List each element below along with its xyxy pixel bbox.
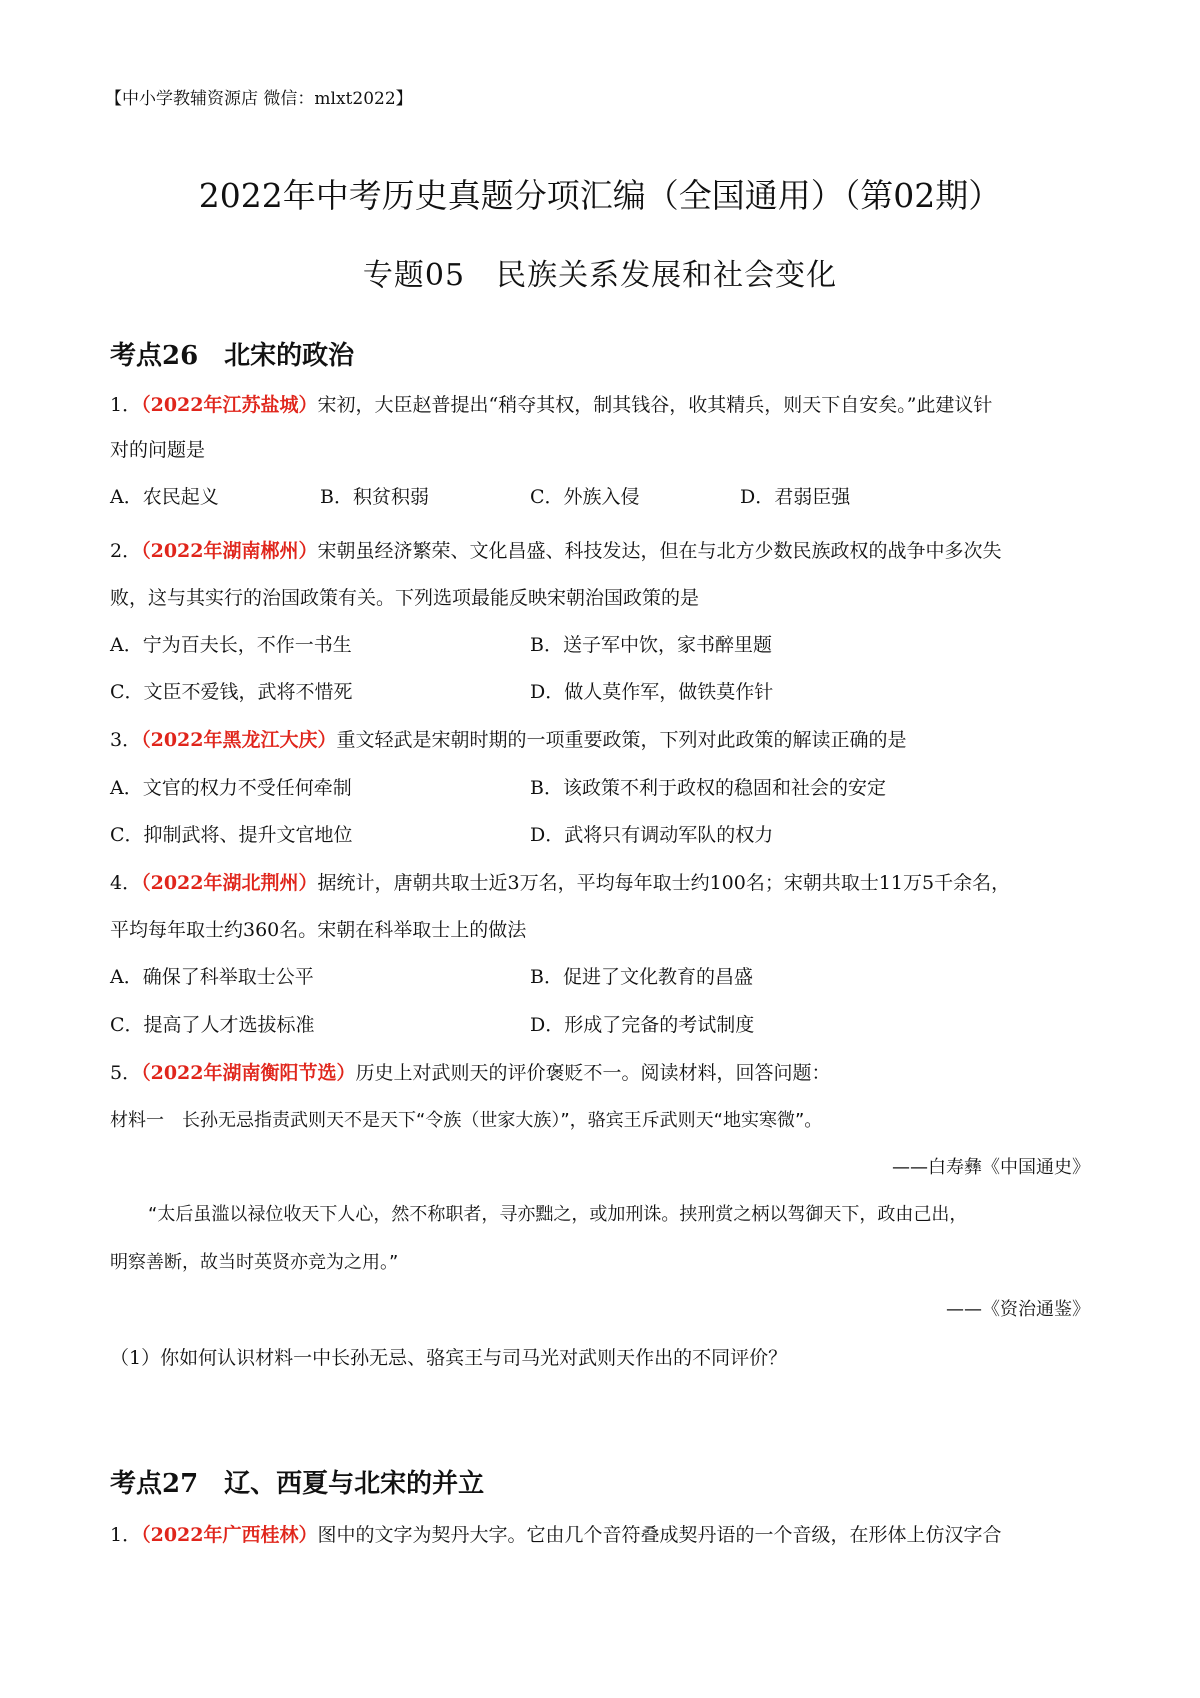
question-text: 据统计，唐朝共取士近3万名，平均每年取士约100名；宋朝共取士11万5千余名，	[317, 872, 1011, 894]
q2-option-d: D．做人莫作军，做铁莫作针	[530, 681, 774, 703]
question-number: 5．	[110, 1062, 142, 1084]
section-title-26: 考点26 北宋的政治	[110, 341, 355, 371]
q4-option-c: C．提高了人才选拔标准	[110, 1014, 315, 1036]
question-1-stem-cont: 对的问题是	[110, 439, 206, 461]
q4-option-d: D．形成了完备的考试制度	[530, 1014, 755, 1036]
question-source: （2022年江苏盐城）	[141, 394, 318, 416]
question-source: （2022年广西桂林）	[141, 1524, 318, 1546]
q2-option-a: A．宁为百夫长，不作一书生	[110, 634, 352, 656]
q2-option-b: B．送子军中饮，家书醉里题	[530, 634, 772, 656]
question-text: 重文轻武是宋朝时期的一项重要政策，下列对此政策的解读正确的是	[336, 729, 907, 751]
q2-option-c: C．文臣不爱钱，武将不惜死	[110, 681, 353, 703]
q4-option-a: A．确保了科举取士公平	[110, 966, 314, 988]
question-text: 历史上对武则天的评价褒贬不一。阅读材料，回答问题：	[355, 1062, 831, 1084]
header-note: 【中小学教辅资源店 微信：mlxt2022】	[105, 89, 413, 109]
material-1: 材料一 长孙无忌指责武则天不是天下“令族（世家大族）”，骆宾王斥武则天“地实寒微”。	[110, 1110, 823, 1131]
question-source: （2022年黑龙江大庆）	[141, 729, 337, 751]
q1-option-a: A．农民起义	[110, 486, 219, 508]
q4-option-b: B．促进了文化教育的昌盛	[530, 966, 753, 988]
section-title-27: 考点27 辽、西夏与北宋的并立	[110, 1469, 485, 1499]
q1-option-d: D．君弱臣强	[740, 486, 851, 508]
section2-question-1-stem	[110, 1520, 1002, 1547]
q1-option-c: C．外族入侵	[530, 486, 640, 508]
material-2-source: ——《资治通鉴》	[946, 1299, 1090, 1320]
q3-option-b: B．该政策不利于政权的稳固和社会的安定	[530, 777, 886, 799]
question-2-stem-cont: 败，这与其实行的治国政策有关。下列选项最能反映宋朝治国政策的是	[110, 587, 700, 609]
question-number: 3．	[110, 729, 142, 751]
question-5-stem	[110, 1058, 831, 1085]
q3-option-d: D．武将只有调动军队的权力	[530, 824, 774, 846]
question-text: 宋初，大臣赵普提出“稍夺其权，制其钱谷，收其精兵，则天下自安矣。”此建议针	[317, 394, 993, 416]
question-number: 1．	[110, 394, 142, 416]
material-1-source: ——白寿彝《中国通史》	[892, 1157, 1090, 1178]
question-5-subquestion-1: （1）你如何认识材料一中长孙无忌、骆宾王与司马光对武则天作出的不同评价？	[110, 1347, 788, 1369]
question-text: 宋朝虽经济繁荣、文化昌盛、科技发达，但在与北方少数民族政权的战争中多次失	[317, 540, 1002, 562]
page-title: 2022年中考历史真题分项汇编（全国通用）（第02期）	[198, 176, 1002, 215]
question-source: （2022年湖北荆州）	[141, 872, 318, 894]
q3-option-a: A．文官的权力不受任何牵制	[110, 777, 352, 799]
q3-option-c: C．抑制武将、提升文官地位	[110, 824, 353, 846]
page-subtitle: 专题05 民族关系发展和社会变化	[362, 258, 838, 293]
question-text: 图中的文字为契丹大字。它由几个音符叠成契丹语的一个音级，在形体上仿汉字合	[317, 1524, 1002, 1546]
q1-option-b: B．积贫积弱	[320, 486, 429, 508]
material-2-text: “太后虽滥以禄位收天下人心，然不称职者，寻亦黜之，或加刑诛。挟刑赏之柄以驾御天下，政由己出，	[148, 1204, 968, 1225]
question-source: （2022年湖南衡阳节选）	[141, 1062, 356, 1084]
question-4-stem	[110, 868, 1010, 895]
question-3-stem	[110, 725, 907, 752]
question-4-stem-cont: 平均每年取士约360名。宋朝在科举取士上的做法	[110, 919, 527, 941]
question-number: 2．	[110, 540, 142, 562]
question-number: 4．	[110, 872, 142, 894]
question-1-stem	[110, 390, 992, 417]
material-2-text-cont: 明察善断，故当时英贤亦竞为之用。”	[110, 1252, 399, 1273]
question-source: （2022年湖南郴州）	[141, 540, 318, 562]
question-number: 1．	[110, 1524, 142, 1546]
question-2-stem	[110, 536, 1002, 563]
